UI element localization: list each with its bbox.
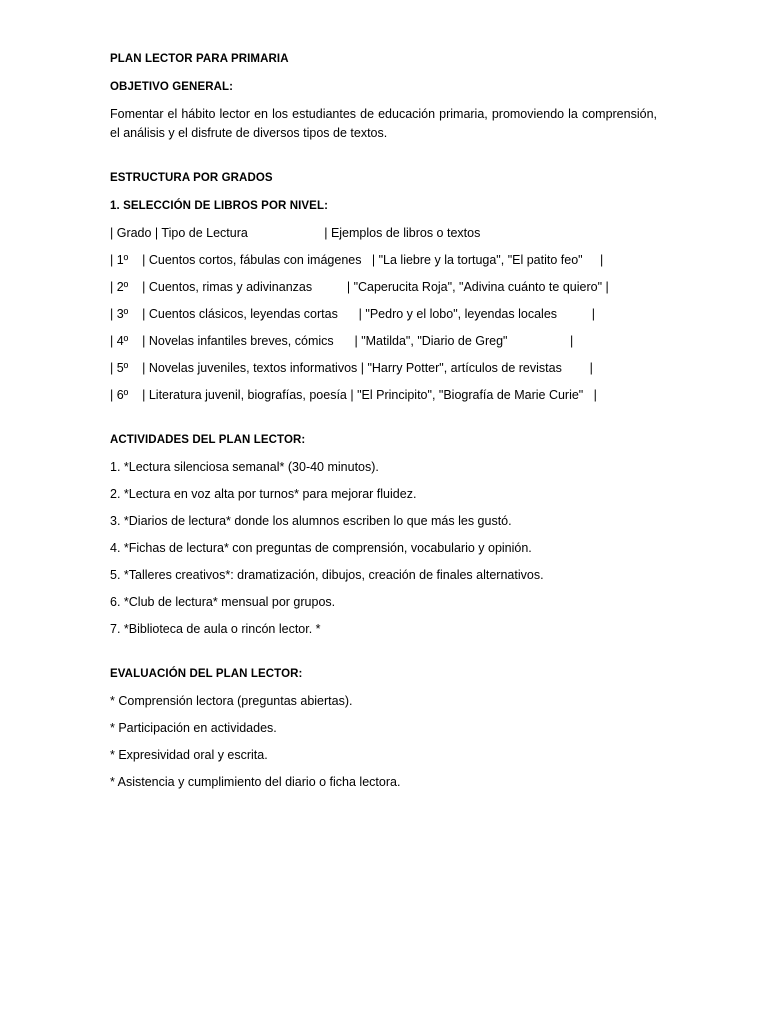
evaluation-heading: EVALUACIÓN DEL PLAN LECTOR: [110, 667, 303, 680]
table-row: | 6º | Literatura juvenil, biografías, poesía | "El Principito", "Biografía de Marie Curie" | [110, 387, 597, 402]
activities-heading: ACTIVIDADES DEL PLAN LECTOR: [110, 433, 306, 446]
list-item: * Asistencia y cumplimiento del diario o ficha lectora. [110, 774, 401, 789]
grade-table [110, 224, 657, 404]
list-item: 3. *Diarios de lectura* donde los alumnos escriben lo que más les gustó. [110, 513, 512, 528]
list-item: * Participación en actividades. [110, 720, 277, 735]
activities-list [110, 458, 657, 638]
list-item: 5. *Talleres creativos*: dramatización, dibujos, creación de finales alternativos. [110, 567, 544, 582]
table-row: | 3º | Cuentos clásicos, leyendas cortas | "Pedro y el lobo", leyendas locales | [110, 306, 595, 321]
document-title: PLAN LECTOR PARA PRIMARIA [110, 53, 289, 65]
list-item: * Expresividad oral y escrita. [110, 747, 268, 762]
evaluation-list [110, 692, 657, 791]
objective-text: Fomentar el hábito lector en los estudiantes de educación primaria, promoviendo la comprensión, el análisis y el disfrute de diversos tipos de textos. [110, 107, 657, 140]
list-item: 1. *Lectura silenciosa semanal* (30-40 minutos). [110, 459, 379, 474]
list-item: * Comprensión lectora (preguntas abiertas). [110, 693, 353, 708]
table-header: | Grado | Tipo de Lectura | Ejemplos de libros o textos [110, 225, 481, 240]
structure-heading: ESTRUCTURA POR GRADOS [110, 172, 273, 184]
list-item: 4. *Fichas de lectura* con preguntas de comprensión, vocabulario y opinión. [110, 540, 532, 555]
selection-heading: 1. SELECCIÓN DE LIBROS POR NIVEL: [110, 199, 328, 212]
table-row: | 2º | Cuentos, rimas y adivinanzas | "Caperucita Roja", "Adivina cuánto te quiero" | [110, 279, 609, 294]
list-item: 6. *Club de lectura* mensual por grupos. [110, 594, 336, 609]
document-page [110, 50, 657, 791]
table-row: | 1º | Cuentos cortos, fábulas con imágenes | "La liebre y la tortuga", "El patito feo" | [110, 252, 604, 267]
table-row: | 5º | Novelas juveniles, textos informativos | "Harry Potter", artículos de revistas | [110, 360, 593, 375]
list-item: 2. *Lectura en voz alta por turnos* para mejorar fluidez. [110, 486, 417, 501]
table-row: | 4º | Novelas infantiles breves, cómics | "Matilda", "Diario de Greg" | [110, 333, 574, 348]
objective-heading: OBJETIVO GENERAL: [110, 80, 234, 93]
list-item: 7. *Biblioteca de aula o rincón lector. * [110, 621, 321, 636]
